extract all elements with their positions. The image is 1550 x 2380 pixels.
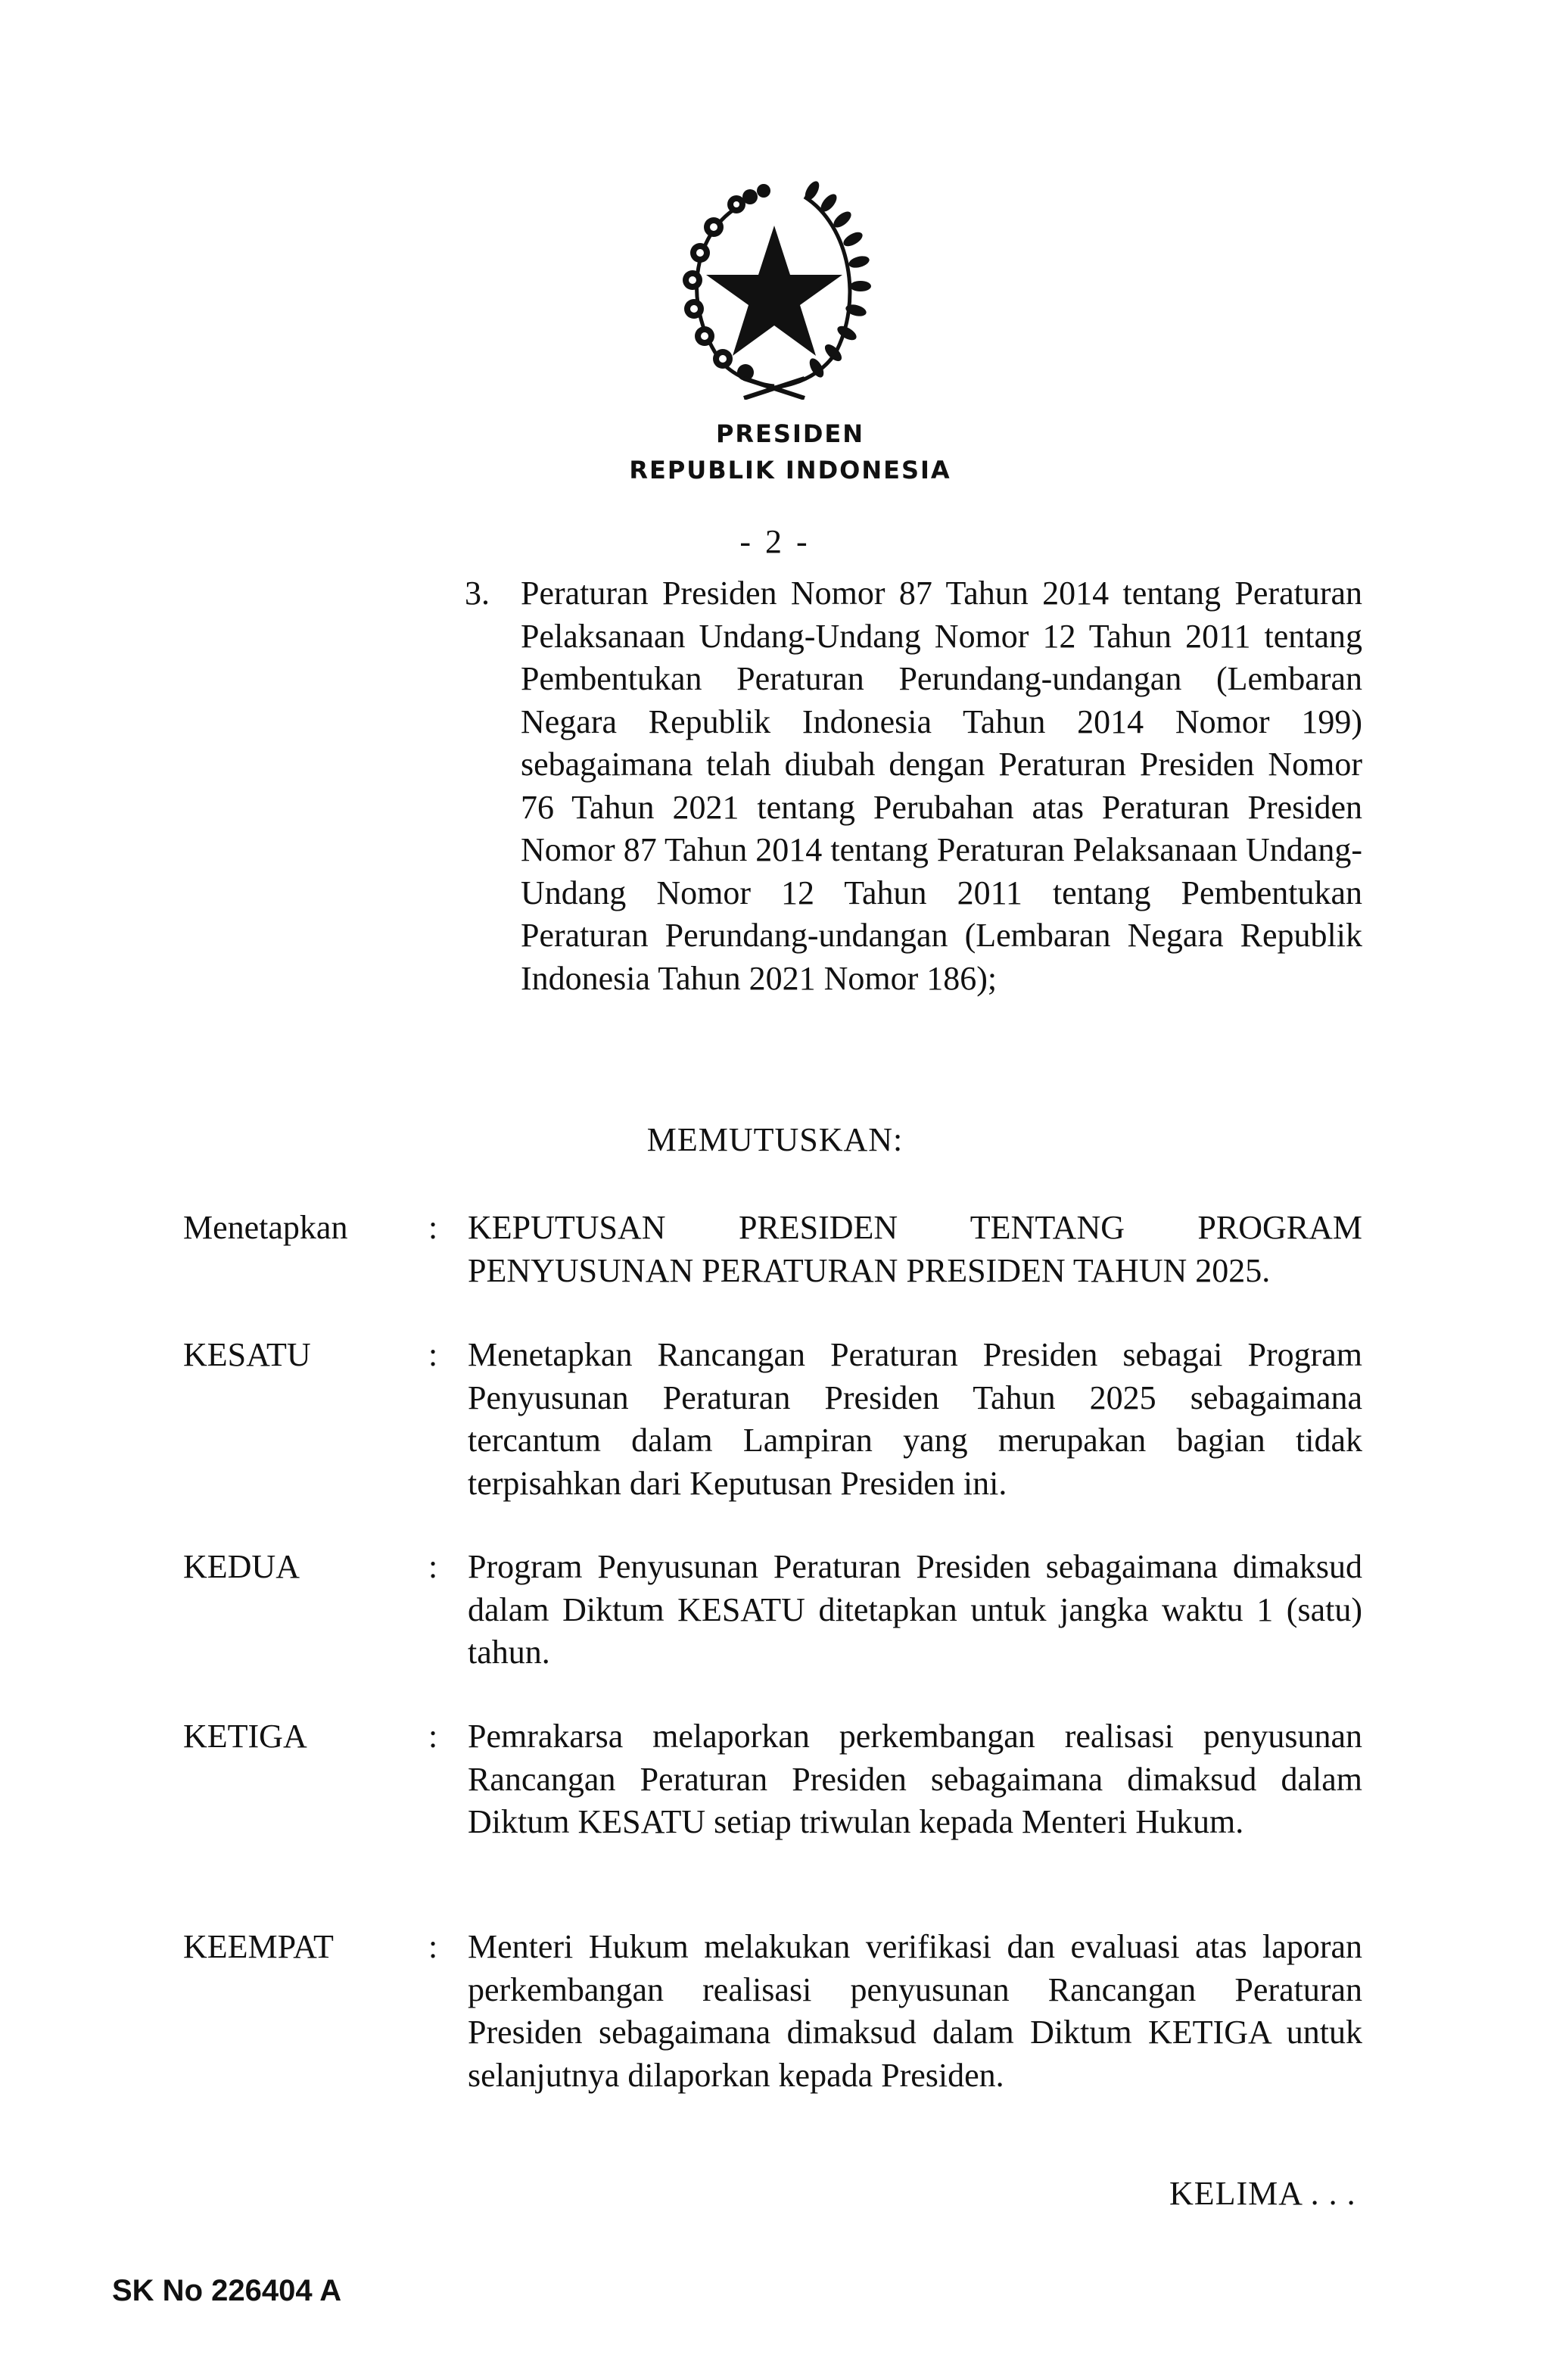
row-colon: : (428, 1928, 438, 1965)
decision-heading-text: MEMUTUSKAN: (646, 1121, 904, 1158)
row-text-kedua: Program Penyusunan Peraturan Presiden sebagaimana dimaksud dalam Diktum KESATU ditetapkan untuk jangka waktu 1 (satu) tahun. (468, 1548, 1362, 1671)
document-number: SK No 226404 A (112, 2274, 342, 2307)
row-colon: : (428, 1209, 438, 1246)
row-text-kesatu: Menetapkan Rancangan Peraturan Presiden sebagai Program Penyusunan Peraturan Presiden Tahun 2025 sebagaimana tercantum dalam Lampiran yang merupakan bagian tidak terpisahkan dari Keputusan Presiden ini. (468, 1336, 1362, 1502)
row-text-ketiga: Pemrakarsa melaporkan perkembangan realisasi penyusunan Rancangan Peraturan Presiden sebagaimana dimaksud dalam Diktum KESATU setiap triwulan kepada Menteri Hukum. (468, 1718, 1362, 1840)
next-page-reference: KELIMA . . . (1169, 2175, 1356, 2212)
row-text-menetapkan: KEPUTUSAN PRESIDEN TENTANG PROGRAM PENYUSUNAN PERATURAN PRESIDEN TAHUN 2025. (468, 1209, 1362, 1289)
header-title-line2: REPUBLIK INDONESIA (629, 456, 951, 484)
row-colon: : (428, 1336, 438, 1373)
page-number: - 2 - (739, 523, 811, 560)
row-label-ketiga: KETIGA (183, 1718, 307, 1755)
garuda-star-wreath-emblem-icon (661, 180, 888, 400)
row-label-menetapkan: Menetapkan (183, 1209, 348, 1246)
consideration-item-text: Peraturan Presiden Nomor 87 Tahun 2014 tentang Peraturan Pelaksanaan Undang-Undang Nomor 12 Tahun 2011 tentang Pembentukan Peraturan Perundang-undangan (Lembaran Negara Republik Indonesia Tahun 2014 Nomor 199) sebagaimana telah diubah dengan Peraturan Presiden Nomor 76 Tahun 2021 tentang Perubahan atas Peraturan Presiden Nomor 87 Tahun 2014 tentang Peraturan Pelaksanaan Undang-Undang Nomor 12 Tahun 2011 tentang Pembentukan Peraturan Perundang-undangan (Lembaran Negara Republik Indonesia Tahun 2021 Nomor 186); (521, 575, 1362, 997)
row-colon: : (428, 1548, 438, 1585)
row-label-keempat: KEEMPAT (183, 1928, 334, 1965)
header-title-line1: PRESIDEN (715, 419, 865, 448)
row-label-kesatu: KESATU (183, 1336, 311, 1373)
consideration-item-number: 3. (465, 575, 490, 612)
row-colon: : (428, 1718, 438, 1755)
decision-heading (0, 1120, 1550, 1159)
row-label-kedua: KEDUA (183, 1548, 300, 1585)
row-text-keempat: Menteri Hukum melakukan verifikasi dan evaluasi atas laporan perkembangan realisasi penyusunan Rancangan Peraturan Presiden sebagaimana dimaksud dalam Diktum KETIGA untuk selanjutnya dilaporkan kepada Presiden. (468, 1928, 1362, 2094)
